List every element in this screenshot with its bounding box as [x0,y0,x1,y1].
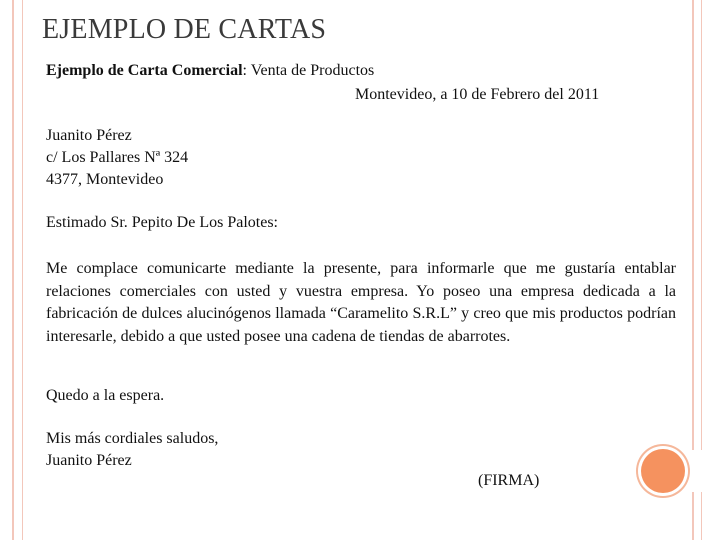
subject-line [46,60,374,82]
letter-date: Montevideo, a 10 de Febrero del 2011 [355,86,600,103]
slide-title: EJEMPLO DE CARTAS [42,14,327,45]
letter-sender: Juanito Pérez [46,452,132,469]
subject-rest: : Venta de Productos [242,62,375,79]
recipient-address: c/ Los Pallares Nª 324 [46,149,189,166]
recipient-name: Juanito Pérez [46,127,132,144]
frame-line-right-outer [692,0,694,450]
frame-line-right-inner [701,0,702,450]
frame-line-left-outer [12,0,14,540]
letter-body: Me complace comunicarte mediante la presente, para informarle que me gustaría entablar relaciones comerciales con usted y vuestra empresa. Yo poseo una empresa dedicada a la fabricación de dulces alucinógenos llamada “Caramelito S.R.L” y creo que mis productos podrían interesarle, debido a que usted posee una cadena de tiendas de abarrotes. [46,260,676,345]
recipient-city: 4377, Montevideo [46,171,164,188]
decorative-circle-icon [641,449,685,493]
subject-label: Ejemplo de Carta Comercial [46,62,243,79]
letter-waiting: Quedo a la espera. [46,387,165,404]
signature-placeholder: (FIRMA) [478,472,540,489]
frame-line-right-outer-bottom [692,492,694,540]
frame-line-right-inner-bottom [701,492,702,540]
letter-greeting: Estimado Sr. Pepito De Los Palotes: [46,214,278,231]
letter-closing: Mis más cordiales saludos, [46,430,219,447]
frame-line-left-inner [22,0,23,540]
